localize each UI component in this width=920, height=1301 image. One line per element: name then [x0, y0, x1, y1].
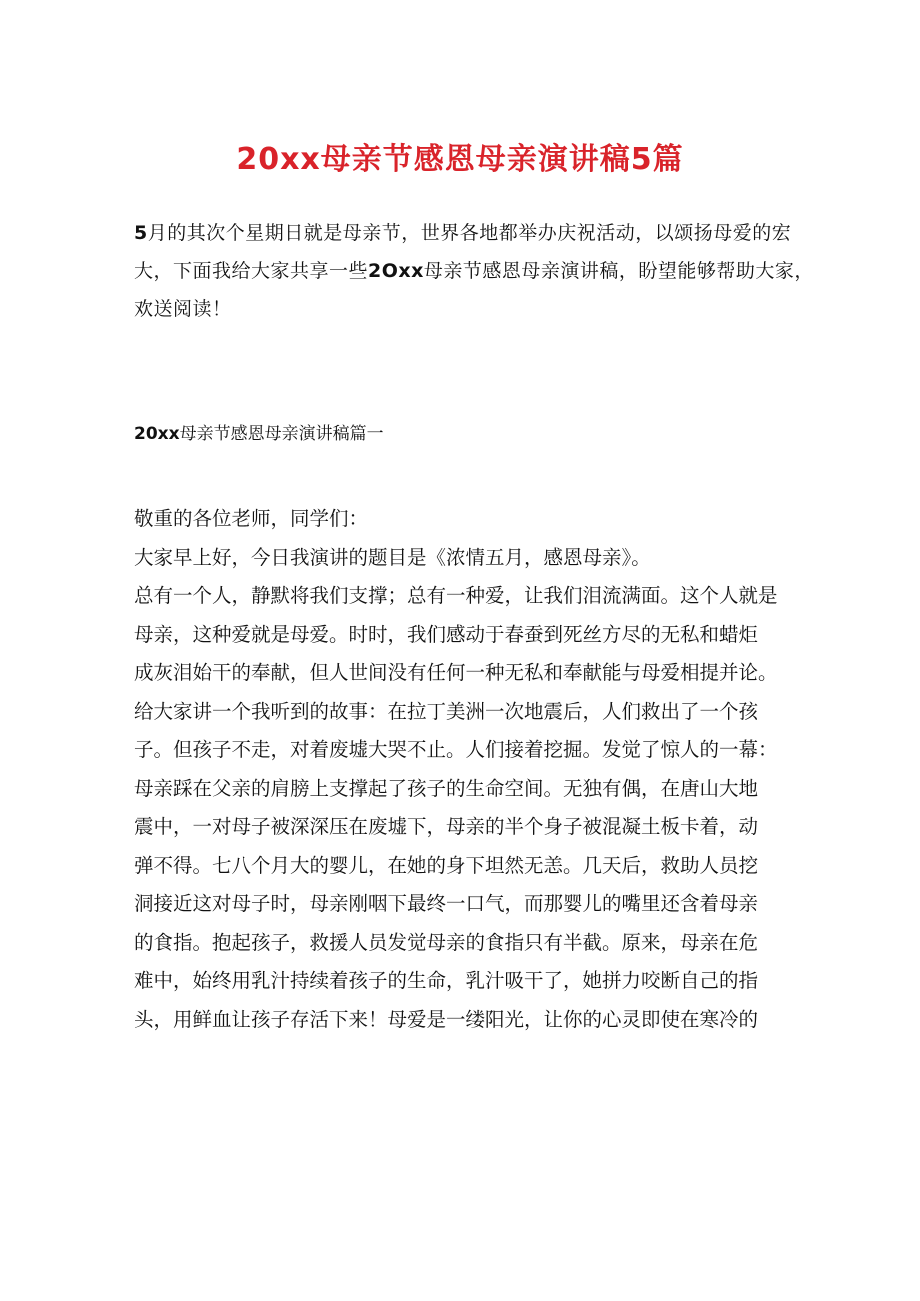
intro-line-2-rest: 母亲节感恩母亲演讲稿，盼望能够帮助大家，	[423, 260, 814, 282]
body-line: 母亲，这种爱就是母爱。时时，我们感动于春蚕到死丝方尽的无私和蜡炬	[134, 622, 759, 646]
body-line: 弹不得。七八个月大的婴儿，在她的身下坦然无恙。几天后，救助人员挖	[134, 853, 759, 877]
body-line: 的食指。抱起孩子，救援人员发觉母亲的食指只有半截。原来，母亲在危	[134, 930, 759, 954]
document-title: 20xx母亲节感恩母亲演讲稿5篇	[236, 142, 684, 177]
intro-line-2-start: 大，下面我给大家共享一些	[134, 260, 369, 282]
body-line: 震中，一对母子被深深压在废墟下，母亲的半个身子被混凝土板卡着，动	[134, 815, 759, 838]
body-line: 洞接近这对母子时，母亲刚咽下最终一口气，而那婴儿的嘴里还含着母亲	[134, 892, 759, 915]
body-line: 母亲踩在父亲的肩膀上支撑起了孩子的生命空间。无独有偶，在唐山大地	[134, 776, 759, 800]
intro-line-1-text: 月的其次个星期日就是母亲节，世界各地都举办庆祝活动，以颂扬母爱的宏	[147, 222, 792, 244]
body-line: 子。但孩子不走，对着废墟大哭不止。人们接着挖掘。发觉了惊人的一幕：	[134, 738, 778, 761]
intro-line-3: 欢送阅读！	[134, 298, 232, 320]
intro-paragraph	[134, 214, 814, 328]
intro-line-2	[134, 252, 814, 290]
body-line: 敬重的各位老师，同学们：	[134, 507, 369, 530]
body-line: 大家早上好，今日我演讲的题目是《浓情五月，感恩母亲》。	[134, 545, 651, 569]
section-1-body	[134, 500, 794, 1039]
section-1-heading-text: 母亲节感恩母亲演讲稿篇一	[179, 424, 384, 444]
body-line: 头，用鲜血让孩子存活下来！母爱是一缕阳光，让你的心灵即使在寒冷的	[134, 1007, 759, 1031]
intro-year: 2Oxx	[368, 260, 424, 282]
intro-line-1	[134, 214, 794, 252]
section-1-heading	[134, 420, 384, 448]
body-line: 给大家讲一个我听到的故事：在拉丁美洲一次地震后，人们救出了一个孩	[134, 699, 759, 723]
intro-date-number: 5	[134, 222, 148, 244]
body-line: 总有一个人，静默将我们支撑；总有一种爱，让我们泪流满面。这个人就是	[134, 584, 778, 607]
body-line: 成灰泪始干的奉献，但人世间没有任何一种无私和奉献能与母爱相提并论。	[134, 661, 778, 684]
body-line: 难中，始终用乳汁持续着孩子的生命，乳汁吸干了，她拼力咬断自己的指	[134, 969, 759, 992]
section-1-heading-year: 20xx	[134, 424, 180, 444]
